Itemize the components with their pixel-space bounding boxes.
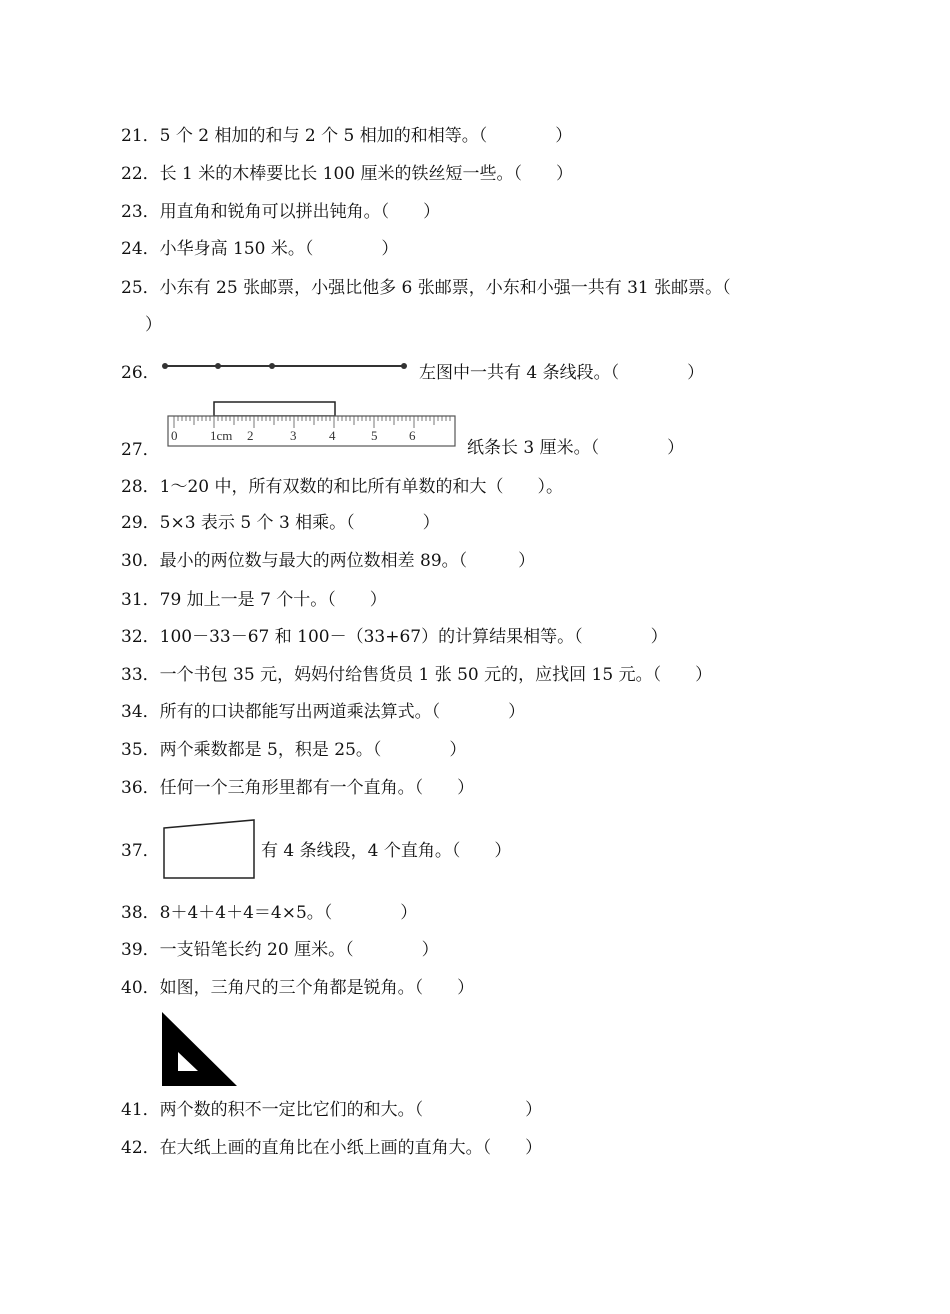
question-41: [121, 1099, 542, 1121]
ruler-figure: [166, 400, 458, 450]
question-text: 如图，三角尺的三个角都是锐角。（ ）: [159, 978, 475, 998]
question-42: [121, 1137, 542, 1159]
question-29: [121, 512, 440, 534]
question-number: 35．: [121, 740, 160, 760]
question-number: 23．: [121, 202, 160, 222]
question-text-continuation: ）: [145, 315, 162, 335]
ruler-label-2: 2: [247, 428, 254, 443]
question-22: [121, 163, 573, 185]
question-text: 任何一个三角形里都有一个直角。（ ）: [159, 778, 475, 798]
question-number: 32．: [121, 627, 160, 647]
question-text: 两个乘数都是 5，积是 25。（ ）: [159, 740, 467, 760]
ruler-label-6: 6: [409, 428, 416, 443]
question-number: 26．: [121, 363, 160, 383]
question-number: 22．: [121, 164, 160, 184]
question-26-text: [419, 362, 704, 384]
question-text: 纸条长 3 厘米。（ ）: [467, 438, 685, 458]
question-number: 31．: [121, 590, 160, 610]
question-34: [121, 701, 525, 723]
question-28: [121, 476, 563, 498]
question-38: [121, 902, 417, 924]
question-number: 38．: [121, 903, 160, 923]
question-number: 42．: [121, 1138, 160, 1158]
question-text: 5 个 2 相加的和与 2 个 5 相加的和相等。（ ）: [159, 126, 573, 146]
question-33: [121, 664, 712, 686]
question-number: 30．: [121, 551, 160, 571]
question-30: [121, 550, 535, 572]
question-text: 在大纸上画的直角比在小纸上画的直角大。（ ）: [159, 1138, 543, 1158]
question-24: [121, 238, 398, 260]
question-text: 一个书包 35 元，妈妈付给售货员 1 张 50 元的，应找回 15 元。（ ）: [159, 665, 713, 685]
question-27: [121, 439, 160, 461]
question-text: 有 4 条线段，4 个直角。（ ）: [261, 841, 512, 861]
question-25-continuation: [145, 314, 162, 336]
question-text: 最小的两位数与最大的两位数相差 89。（ ）: [159, 551, 536, 571]
question-32: [121, 626, 668, 648]
question-text: 两个数的积不一定比它们的和大。（ ）: [159, 1100, 543, 1120]
question-number: 25．: [121, 278, 160, 298]
question-text: 8＋4＋4＋4＝4×5。（ ）: [159, 903, 418, 923]
question-23: [121, 201, 440, 223]
question-number: 33．: [121, 665, 160, 685]
question-number: 24．: [121, 239, 160, 259]
question-text: 左图中一共有 4 条线段。（ ）: [419, 363, 705, 383]
question-number: 29．: [121, 513, 160, 533]
ruler-label-4: 4: [329, 428, 336, 443]
question-36: [121, 777, 474, 799]
question-text: 1～20 中，所有双数的和比所有单数的和大（ ）。: [159, 477, 563, 497]
question-39: [121, 939, 439, 961]
question-26: [121, 362, 160, 384]
question-number: 21．: [121, 126, 160, 146]
question-27-text: [467, 437, 684, 459]
question-21: [121, 125, 572, 147]
ruler-label-0: 0: [171, 428, 178, 443]
question-25: [121, 277, 731, 299]
ruler-label-3: 3: [290, 428, 297, 443]
question-text: 79 加上一是 7 个十。（ ）: [159, 590, 387, 610]
ruler-label-1: 1cm: [210, 428, 233, 443]
question-text: 小华身高 150 米。（ ）: [159, 239, 399, 259]
question-number: 39．: [121, 940, 160, 960]
question-text: 用直角和锐角可以拼出钝角。（ ）: [159, 202, 441, 222]
question-37: [121, 840, 160, 862]
question-number: 37．: [121, 841, 160, 861]
question-number: 28．: [121, 477, 160, 497]
question-35: [121, 739, 466, 761]
ruler-label-5: 5: [371, 428, 378, 443]
question-text: 一支铅笔长约 20 厘米。（ ）: [159, 940, 439, 960]
question-number: 27．: [121, 440, 160, 460]
question-number: 40．: [121, 978, 160, 998]
paper-strip: [214, 402, 335, 416]
question-text: 小东有 25 张邮票，小强比他多 6 张邮票，小东和小强一共有 31 张邮票。（: [159, 278, 731, 298]
question-31: [121, 589, 387, 611]
question-number: 36．: [121, 778, 160, 798]
line-segment-figure: [160, 358, 410, 374]
quadrilateral-figure: [160, 816, 260, 882]
question-number: 41．: [121, 1100, 160, 1120]
question-text: 5×3 表示 5 个 3 相乘。（ ）: [159, 513, 440, 533]
question-text: 长 1 米的木棒要比长 100 厘米的铁丝短一些。（ ）: [159, 164, 574, 184]
question-text: 所有的口诀都能写出两道乘法算式。（ ）: [159, 702, 526, 722]
question-number: 34．: [121, 702, 160, 722]
set-square-figure: [160, 1010, 240, 1088]
question-text: 100－33－67 和 100－（33+67）的计算结果相等。（ ）: [159, 627, 668, 647]
question-37-text: [261, 840, 511, 862]
question-40: [121, 977, 474, 999]
